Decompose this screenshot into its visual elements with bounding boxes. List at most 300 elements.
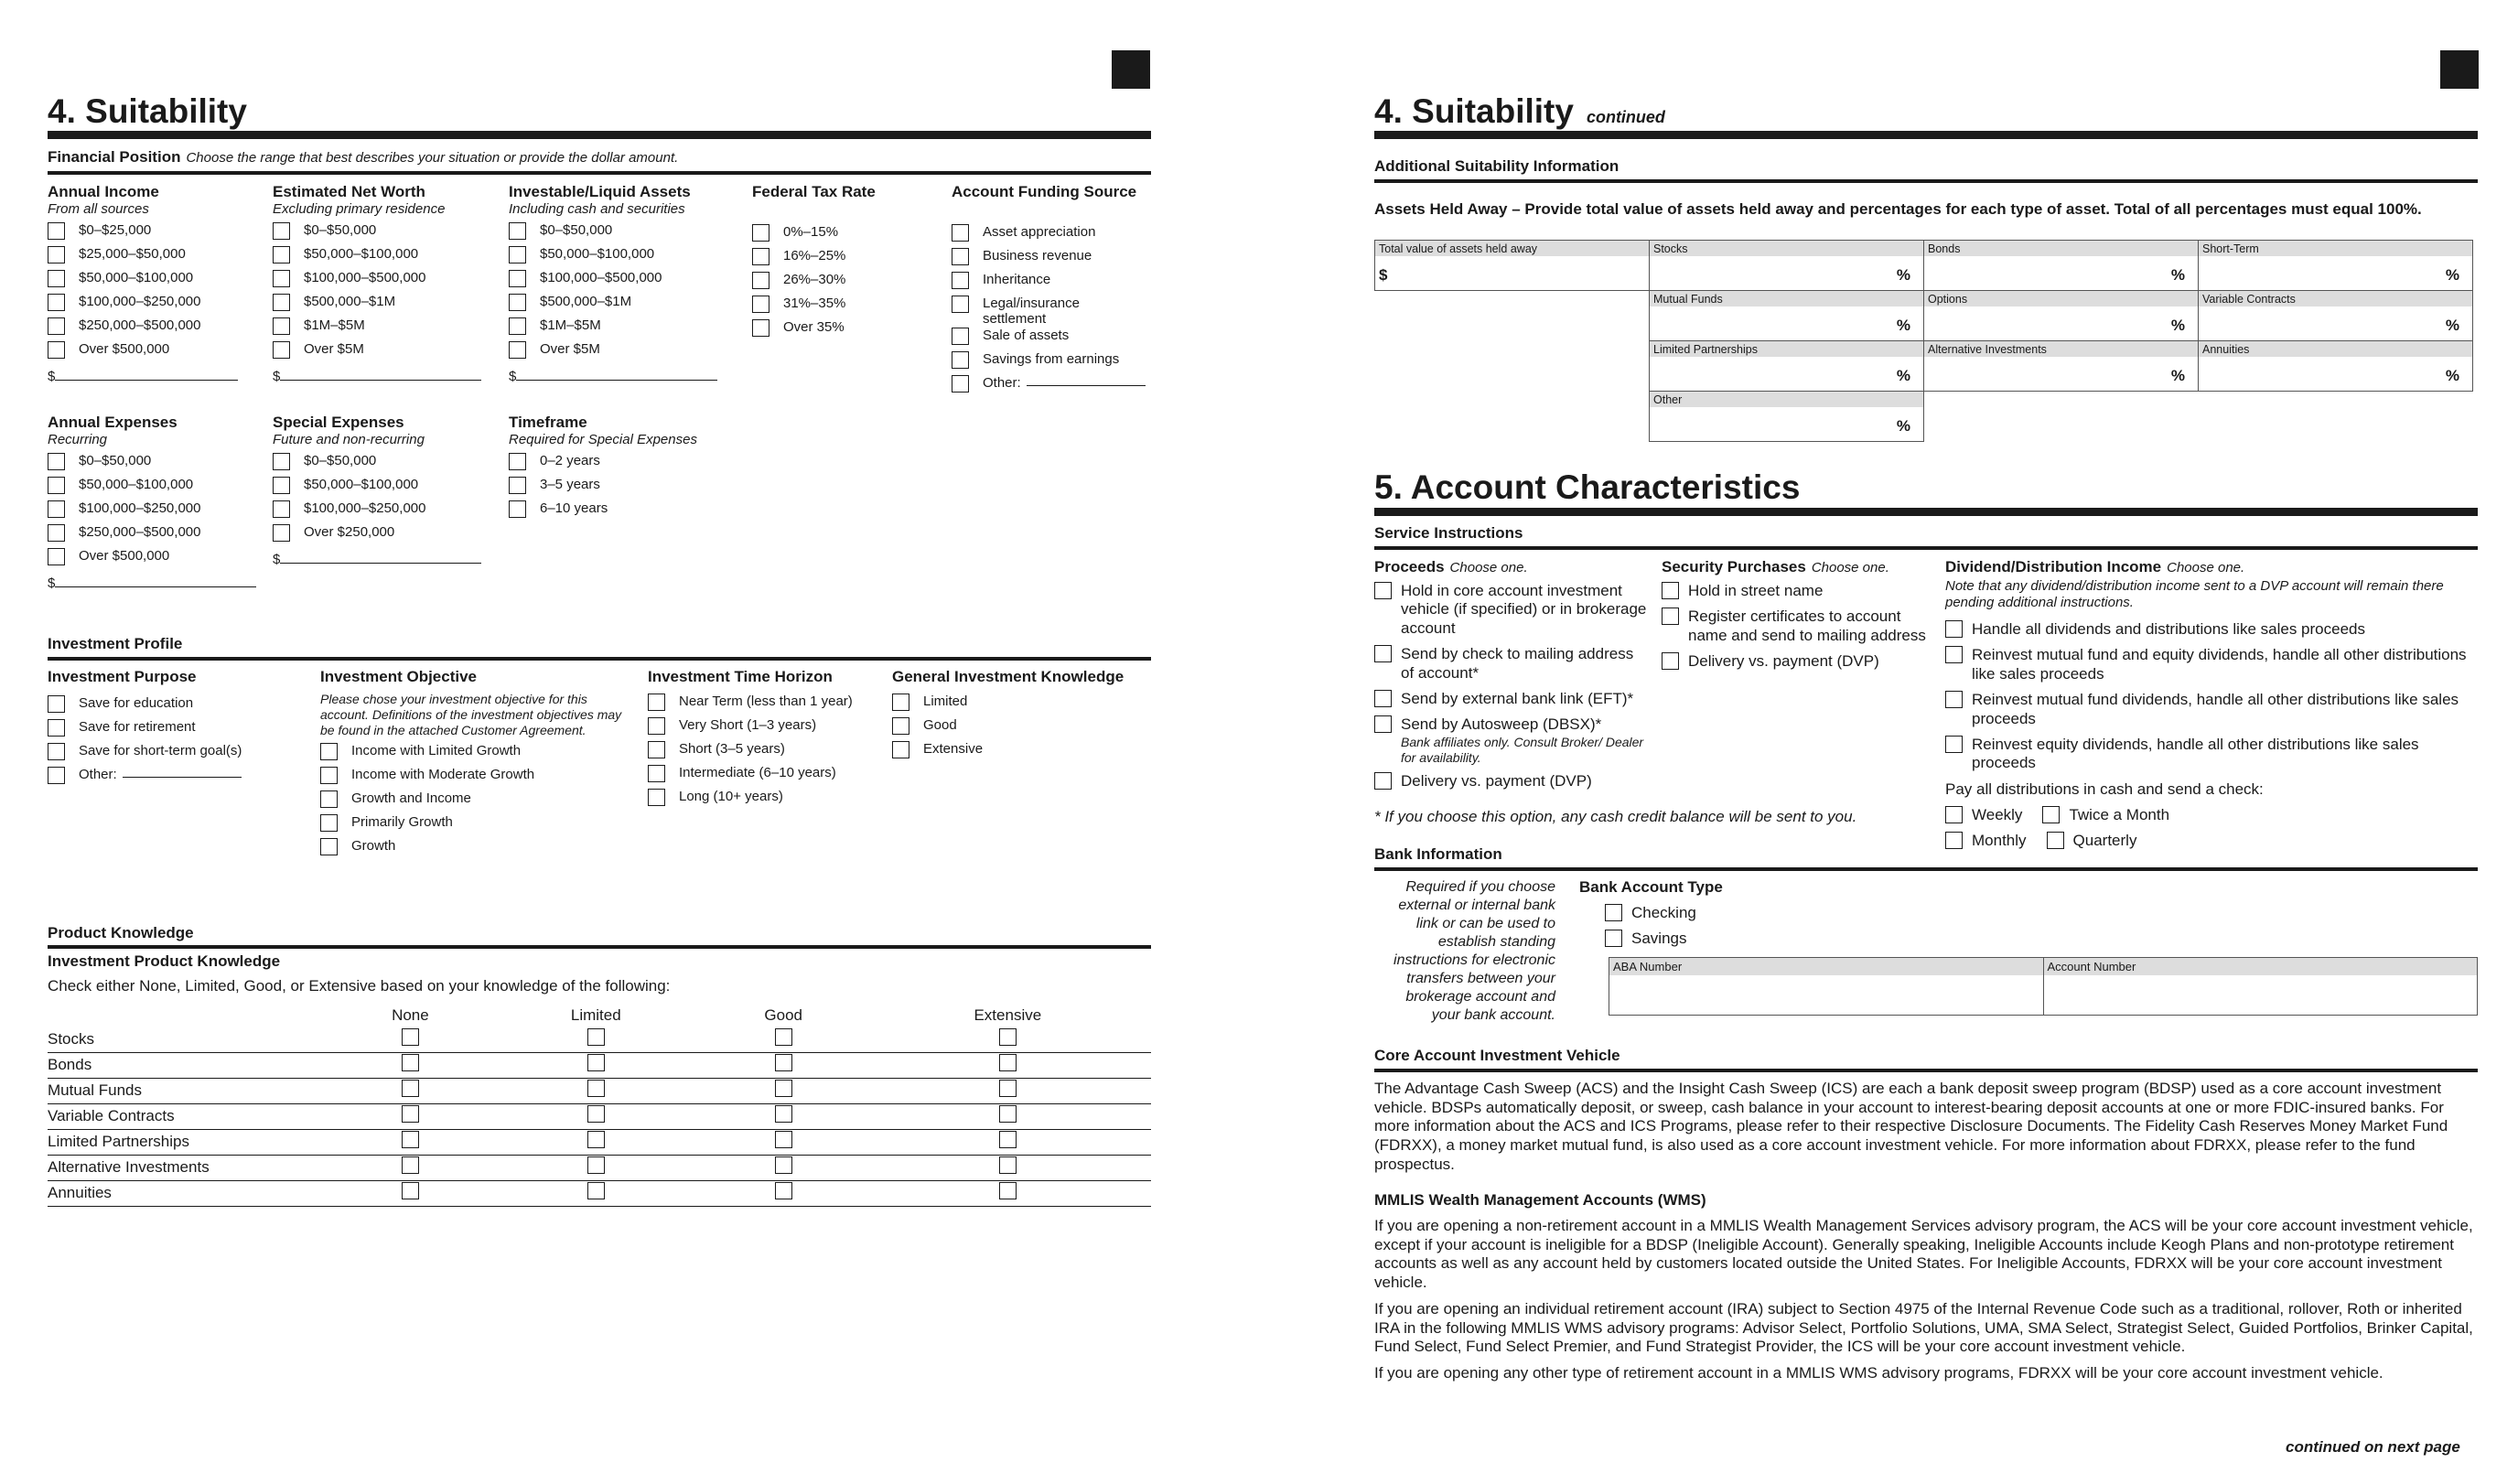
- cell: [331, 1129, 490, 1155]
- option-reinvest-mutual-fund-and-equity-dividend[interactable]: [1945, 646, 2485, 683]
- option-hold-in-core-account-investment-vehicle-[interactable]: [1374, 582, 1649, 638]
- option-100-000-250-000[interactable]: [48, 294, 238, 317]
- option-0-50-000[interactable]: [48, 453, 256, 477]
- page-title: 4. Suitability continued: [1374, 92, 1665, 130]
- option-label: Send by check to mailing address of account*: [1401, 645, 1634, 682]
- tax-rate-title: Federal Tax Rate: [752, 183, 876, 200]
- bank-type-title: Bank Account Type: [1579, 878, 1723, 896]
- option-inheritance[interactable]: [952, 272, 1153, 296]
- option-over-5m[interactable]: [509, 341, 717, 365]
- column-limited: Limited: [570, 1006, 621, 1024]
- option-label: Limited: [923, 694, 968, 709]
- checkbox[interactable]: [752, 224, 769, 242]
- checkbox[interactable]: [952, 248, 969, 265]
- checkbox[interactable]: [273, 270, 290, 287]
- proceeds-group: [1374, 558, 1649, 799]
- checkbox[interactable]: [648, 717, 665, 735]
- weekly-option[interactable]: Weekly: [1945, 806, 2022, 824]
- checkbox-limited[interactable]: [587, 1028, 605, 1046]
- cell: [865, 1052, 1151, 1078]
- cell: [865, 1155, 1151, 1180]
- annual-income-sub: From all sources: [48, 201, 149, 217]
- option-label: 26%–30%: [783, 272, 846, 287]
- checkbox[interactable]: [1374, 582, 1392, 599]
- annual-income-title: Annual Income: [48, 183, 159, 200]
- timeframe-options: [509, 453, 697, 524]
- checkbox[interactable]: [1945, 736, 1963, 753]
- dividend-options: [1945, 620, 2485, 773]
- checkbox[interactable]: [752, 248, 769, 265]
- option-label: Primarily Growth: [351, 814, 453, 831]
- checkbox[interactable]: [320, 814, 338, 832]
- checkbox[interactable]: [1374, 690, 1392, 707]
- knowledge-group: [892, 668, 1124, 765]
- security-options: [1662, 582, 1927, 672]
- option-good[interactable]: [892, 717, 1124, 741]
- checkbox[interactable]: [1945, 646, 1963, 663]
- checkbox[interactable]: [892, 741, 909, 758]
- table-row: [48, 1052, 1151, 1078]
- bank-type-options: [1605, 904, 1696, 956]
- checkbox[interactable]: [48, 500, 65, 518]
- checkbox[interactable]: [509, 294, 526, 311]
- row-label: Stocks: [48, 1027, 331, 1052]
- divider: [1374, 179, 2478, 183]
- option-label: Save for education: [79, 695, 194, 711]
- option-label: $100,000–$250,000: [304, 500, 426, 516]
- financial-position-heading: Financial Position Choose the range that best describes your situation or provide the dollar amount.: [48, 148, 679, 166]
- checkbox-limited[interactable]: [587, 1054, 605, 1071]
- option-label: Legal/insurance settlement: [983, 296, 1080, 328]
- option-intermediate-6-10-years[interactable]: [648, 765, 853, 789]
- option-label: Reinvest equity dividends, handle all other distributions like sales proceeds: [1972, 735, 2419, 772]
- option-over-250-000[interactable]: [273, 524, 481, 548]
- checkbox[interactable]: [752, 272, 769, 289]
- checkbox[interactable]: [752, 296, 769, 313]
- option-label: Register certificates to account name and send to mailing address: [1688, 608, 1926, 644]
- row-label: Limited Partnerships: [48, 1129, 331, 1155]
- checkbox[interactable]: [273, 341, 290, 359]
- option-label: Business revenue: [983, 248, 1092, 263]
- table-row: [48, 1103, 1151, 1129]
- option-other[interactable]: [952, 375, 1153, 399]
- table-row: [48, 1155, 1151, 1180]
- checkbox[interactable]: [509, 477, 526, 494]
- security-group: [1662, 558, 1927, 679]
- special-expenses-group: [273, 414, 481, 567]
- table-row: [48, 1180, 1151, 1206]
- option-over-500-000[interactable]: [48, 341, 238, 365]
- checkbox[interactable]: [509, 222, 526, 240]
- cell: [490, 1103, 703, 1129]
- option-growth[interactable]: [320, 838, 622, 862]
- option-savings-from-earnings[interactable]: [952, 351, 1153, 375]
- option-0-50-000[interactable]: [509, 222, 717, 246]
- checkbox[interactable]: [509, 341, 526, 359]
- option-label: 0–2 years: [540, 453, 600, 468]
- special-expenses-title: Special Expenses: [273, 414, 404, 431]
- checkbox-extensive[interactable]: [999, 1080, 1017, 1097]
- checkbox[interactable]: [1374, 645, 1392, 662]
- liquid-assets-sub: Including cash and securities: [509, 201, 685, 217]
- checkbox-extensive[interactable]: [999, 1028, 1017, 1046]
- option-send-by-external-bank-link-eft[interactable]: [1374, 690, 1649, 708]
- checkbox-none[interactable]: [402, 1131, 419, 1148]
- table-row: [48, 1027, 1151, 1052]
- option-100-000-500-000[interactable]: [509, 270, 717, 294]
- mutual-funds-pct-field[interactable]: Mutual Funds %: [1650, 291, 1924, 341]
- core-account-text: The Advantage Cash Sweep (ACS) and the Insight Cash Sweep (ICS) are each a bank deposit sweep program (BDSP) used as a core account investment vehicle. BDSPs automatically deposit, or sweep, cash balance in your account to interest-bearing deposit accounts at one or more FDIC-insured banks. For more information about the ACS and ICS Programs, please refer to their respective Disclosure Documents. The Fidelity Cash Reserves Money Market Fund (FDRXX), a money market mutual fund, is also used as a core account investment vehicle. For more information about FDRXX, please refer to the fund prospectus.: [1374, 1080, 2448, 1173]
- option-growth-and-income[interactable]: [320, 790, 622, 814]
- checkbox[interactable]: [48, 246, 65, 263]
- checkbox-good[interactable]: [775, 1028, 792, 1046]
- checkbox[interactable]: [648, 741, 665, 758]
- checkbox-none[interactable]: [402, 1054, 419, 1071]
- cell: [331, 1052, 490, 1078]
- checkbox-limited[interactable]: [587, 1131, 605, 1148]
- bank-number-fields: [1609, 957, 2478, 1016]
- checkbox[interactable]: [1945, 620, 1963, 638]
- footnote: * If you choose this option, any cash credit balance will be sent to you.: [1374, 808, 1857, 825]
- divider: [1374, 508, 2478, 516]
- checkbox-good[interactable]: [775, 1105, 792, 1123]
- option-1m-5m[interactable]: [509, 317, 717, 341]
- option-save-for-retirement[interactable]: [48, 719, 242, 743]
- checkbox-good[interactable]: [775, 1156, 792, 1174]
- option-hold-in-street-name[interactable]: [1662, 582, 1927, 600]
- option-label: Delivery vs. payment (DVP): [1401, 772, 1592, 790]
- option-50-000-100-000[interactable]: [273, 246, 481, 270]
- twice-month-option[interactable]: Twice a Month: [2042, 806, 2169, 824]
- option-0-2-years[interactable]: [509, 453, 697, 477]
- checkbox[interactable]: [48, 294, 65, 311]
- option-label: Handle all dividends and distributions like sales proceeds: [1972, 620, 2365, 638]
- option-income-with-moderate-growth[interactable]: [320, 767, 622, 790]
- checkbox[interactable]: [48, 695, 65, 713]
- option-label: $50,000–$100,000: [304, 477, 419, 492]
- option-register-certificates-to-account-name-an[interactable]: [1662, 608, 1927, 645]
- option-100-000-250-000[interactable]: [273, 500, 481, 524]
- checkbox[interactable]: [1374, 715, 1392, 733]
- option-label: Save for retirement: [79, 719, 196, 735]
- checkbox[interactable]: [273, 453, 290, 470]
- checkbox[interactable]: [273, 524, 290, 542]
- checkbox-extensive[interactable]: [999, 1054, 1017, 1071]
- checkbox-limited[interactable]: [587, 1080, 605, 1097]
- option-500-000-1m[interactable]: [509, 294, 717, 317]
- options-pct-field[interactable]: Options %: [1924, 291, 2199, 341]
- horizon-title: Investment Time Horizon: [648, 668, 833, 685]
- option-business-revenue[interactable]: [952, 248, 1153, 272]
- checkbox[interactable]: [48, 341, 65, 359]
- option-50-000-100-000[interactable]: [48, 270, 238, 294]
- checkbox[interactable]: [952, 328, 969, 345]
- checkbox-good[interactable]: [775, 1080, 792, 1097]
- option-label: Hold in street name: [1688, 582, 1824, 599]
- checkbox[interactable]: [273, 222, 290, 240]
- checkbox-none[interactable]: [402, 1080, 419, 1097]
- checkbox[interactable]: [48, 270, 65, 287]
- checkbox[interactable]: [892, 694, 909, 711]
- checkbox[interactable]: [509, 270, 526, 287]
- option-0-25-000[interactable]: [48, 222, 238, 246]
- option-label: $50,000–$100,000: [79, 270, 194, 285]
- cell: [331, 1103, 490, 1129]
- bonds-pct-field[interactable]: Bonds %: [1924, 241, 2199, 291]
- checkbox[interactable]: [273, 477, 290, 494]
- checkbox-limited[interactable]: [587, 1105, 605, 1123]
- liquid-assets-group: [509, 183, 717, 384]
- checkbox[interactable]: [509, 453, 526, 470]
- option-handle-all-dividends-and-distributions-l[interactable]: [1945, 620, 2485, 639]
- monthly-option[interactable]: Monthly: [1945, 832, 2027, 850]
- checkbox[interactable]: [48, 743, 65, 760]
- option-label: 16%–25%: [783, 248, 846, 263]
- variable-contracts-pct-field[interactable]: Variable Contracts %: [2199, 291, 2473, 341]
- checkbox[interactable]: [1662, 608, 1679, 625]
- option-income-with-limited-growth[interactable]: [320, 743, 622, 767]
- option-label: Growth: [351, 838, 396, 855]
- annuities-pct-field[interactable]: Annuities %: [2199, 341, 2473, 392]
- option-label: $500,000–$1M: [304, 294, 396, 309]
- divider: [1374, 867, 2478, 871]
- option-label: Near Term (less than 1 year): [679, 694, 853, 709]
- checkbox[interactable]: [48, 767, 65, 784]
- option-over-500-000[interactable]: [48, 548, 256, 572]
- option-0-50-000[interactable]: [273, 222, 481, 246]
- checkbox[interactable]: [320, 767, 338, 784]
- continued-next-page: continued on next page: [2286, 1438, 2460, 1456]
- checkbox[interactable]: [952, 272, 969, 289]
- option-delivery-vs-payment-dvp[interactable]: [1374, 772, 1649, 790]
- option-long-10-years[interactable]: [648, 789, 853, 812]
- option-label: $100,000–$250,000: [79, 294, 201, 309]
- option-label: Over $250,000: [304, 524, 395, 540]
- divider: [48, 171, 1151, 175]
- cell: [490, 1180, 703, 1206]
- option-reinvest-mutual-fund-dividends-handle-al[interactable]: [1945, 691, 2485, 728]
- option-label: Income with Limited Growth: [351, 743, 522, 759]
- checkbox-extensive[interactable]: [999, 1131, 1017, 1148]
- option-very-short-1-3-years[interactable]: [648, 717, 853, 741]
- knowledge-options: [892, 694, 1124, 765]
- option-asset-appreciation[interactable]: [952, 224, 1153, 248]
- option-label: $250,000–$500,000: [79, 524, 201, 540]
- checkbox[interactable]: [48, 477, 65, 494]
- checkbox[interactable]: [509, 317, 526, 335]
- checkbox[interactable]: [320, 838, 338, 855]
- column-good: Good: [764, 1006, 803, 1024]
- net-worth-sub: Excluding primary residence: [273, 201, 446, 217]
- checkbox[interactable]: [273, 500, 290, 518]
- liquid-assets-title: Investable/Liquid Assets: [509, 183, 691, 200]
- option-label: Other:: [79, 767, 117, 782]
- option-25-000-50-000[interactable]: [48, 246, 238, 270]
- checkbox-none[interactable]: [402, 1028, 419, 1046]
- checkbox[interactable]: [273, 317, 290, 335]
- option-extensive[interactable]: [892, 741, 1124, 765]
- checkbox[interactable]: [320, 743, 338, 760]
- annual-income-dollar-field[interactable]: $: [48, 369, 238, 384]
- option-label: Sale of assets: [983, 327, 1070, 343]
- checkbox-none[interactable]: [402, 1105, 419, 1123]
- checkbox[interactable]: [48, 317, 65, 335]
- checkbox[interactable]: [48, 719, 65, 737]
- checkbox[interactable]: [752, 319, 769, 337]
- annual-expenses-sub: Recurring: [48, 432, 108, 447]
- option-short-3-5-years[interactable]: [648, 741, 853, 765]
- option-label: $0–$50,000: [304, 453, 377, 468]
- checkbox[interactable]: [648, 765, 665, 782]
- annual-expenses-options: [48, 453, 256, 572]
- annual-expenses-dollar-field[interactable]: $: [48, 575, 256, 591]
- checkbox[interactable]: [1374, 772, 1392, 790]
- option-50-000-100-000[interactable]: [509, 246, 717, 270]
- option-label: $0–$50,000: [304, 222, 377, 238]
- checkbox-extensive[interactable]: [999, 1182, 1017, 1199]
- checkbox[interactable]: [648, 789, 665, 806]
- checkbox-extensive[interactable]: [999, 1156, 1017, 1174]
- aba-number-field[interactable]: ABA Number: [1609, 958, 2044, 1015]
- checkbox-limited[interactable]: [587, 1182, 605, 1199]
- checkbox[interactable]: [952, 224, 969, 242]
- checkbox[interactable]: [1662, 582, 1679, 599]
- option-label: Send by Autosweep (DBSX)*: [1401, 715, 1602, 734]
- option-250-000-500-000[interactable]: [48, 524, 256, 548]
- option-sale-of-assets[interactable]: [952, 328, 1153, 351]
- option-limited[interactable]: [892, 694, 1124, 717]
- option-save-for-education[interactable]: [48, 695, 242, 719]
- option-label: Good: [923, 717, 957, 733]
- savings-option[interactable]: Savings: [1605, 930, 1696, 948]
- row-label: Bonds: [48, 1052, 331, 1078]
- option-0-15[interactable]: [752, 224, 876, 248]
- option-label: 31%–35%: [783, 296, 846, 311]
- liquid-assets-dollar-field[interactable]: $: [509, 369, 717, 384]
- checkbox-limited[interactable]: [587, 1156, 605, 1174]
- option-label: $100,000–$500,000: [540, 270, 662, 285]
- option-near-term-less-than-1-year[interactable]: [648, 694, 853, 717]
- option-6-10-years[interactable]: [509, 500, 697, 524]
- checkbox-good[interactable]: [775, 1182, 792, 1199]
- checkbox[interactable]: [1662, 652, 1679, 670]
- divider: [48, 945, 1151, 949]
- option-label: $50,000–$100,000: [304, 246, 419, 262]
- option-legal-insurance-settlement[interactable]: [952, 296, 1153, 328]
- option-250-000-500-000[interactable]: [48, 317, 238, 341]
- stocks-pct-field[interactable]: Stocks %: [1650, 241, 1924, 291]
- option-500-000-1m[interactable]: [273, 294, 481, 317]
- option-send-by-autosweep-dbsx[interactable]: [1374, 715, 1649, 765]
- checkbox[interactable]: [320, 790, 338, 808]
- option-100-000-250-000[interactable]: [48, 500, 256, 524]
- special-expenses-dollar-field[interactable]: $: [273, 552, 481, 567]
- option-send-by-check-to-mailing-address-of-acco[interactable]: [1374, 645, 1649, 683]
- quarterly-option[interactable]: Quarterly: [2047, 832, 2137, 850]
- option-3-5-years[interactable]: [509, 477, 697, 500]
- annual-expenses-group: [48, 414, 256, 591]
- option-label: 3–5 years: [540, 477, 600, 492]
- option-26-30[interactable]: [752, 272, 876, 296]
- investment-profile-heading: Investment Profile: [48, 635, 183, 652]
- checkbox[interactable]: [48, 524, 65, 542]
- cash-label: Pay all distributions in cash and send a check:: [1945, 780, 2264, 798]
- option-label: Reinvest mutual fund dividends, handle all other distributions like sales proceeds: [1972, 691, 2459, 727]
- bank-info-heading: Bank Information: [1374, 845, 1502, 863]
- checkbox[interactable]: [648, 694, 665, 711]
- total-assets-field[interactable]: Total value of assets held away $: [1375, 241, 1650, 291]
- option-reinvest-equity-dividends-handle-all-oth[interactable]: [1945, 736, 2485, 773]
- row-label: Annuities: [48, 1180, 331, 1206]
- checkbox[interactable]: [48, 222, 65, 240]
- option-delivery-vs-payment-dvp[interactable]: [1662, 652, 1927, 671]
- dividend-title: Dividend/Distribution Income Choose one.: [1945, 558, 2245, 575]
- checkbox-good[interactable]: [775, 1054, 792, 1071]
- net-worth-dollar-field[interactable]: $: [273, 369, 481, 384]
- checkbox[interactable]: [1945, 691, 1963, 708]
- short-term-pct-field[interactable]: Short-Term %: [2199, 241, 2473, 291]
- other-text-field[interactable]: [1027, 375, 1146, 386]
- checkbox-good[interactable]: [775, 1131, 792, 1148]
- divider: [1374, 131, 2478, 139]
- page-title: 4. Suitability: [48, 92, 247, 130]
- cell: [865, 1078, 1151, 1103]
- cell: [703, 1103, 865, 1129]
- limited-partnerships-pct-field[interactable]: Limited Partnerships %: [1650, 341, 1924, 392]
- option-over-5m[interactable]: [273, 341, 481, 365]
- option-save-for-short-term-goal-s[interactable]: [48, 743, 242, 767]
- checkbox-none[interactable]: [402, 1182, 419, 1199]
- option-100-000-500-000[interactable]: [273, 270, 481, 294]
- cell: [490, 1052, 703, 1078]
- option-primarily-growth[interactable]: [320, 814, 622, 838]
- checkbox[interactable]: [509, 246, 526, 263]
- option-label: Over $500,000: [79, 341, 170, 357]
- annual-income-options: [48, 222, 238, 365]
- option-50-000-100-000[interactable]: [48, 477, 256, 500]
- checkbox[interactable]: [273, 294, 290, 311]
- checkbox[interactable]: [509, 500, 526, 518]
- checking-option[interactable]: Checking: [1605, 904, 1696, 922]
- option-50-000-100-000[interactable]: [273, 477, 481, 500]
- checkbox[interactable]: [952, 351, 969, 369]
- cell: [703, 1129, 865, 1155]
- option-0-50-000[interactable]: [273, 453, 481, 477]
- checkbox[interactable]: [952, 375, 969, 393]
- checkbox[interactable]: [48, 453, 65, 470]
- table-row: [48, 1078, 1151, 1103]
- checkbox-none[interactable]: [402, 1156, 419, 1174]
- checkbox-extensive[interactable]: [999, 1105, 1017, 1123]
- alternative-investments-pct-field[interactable]: Alternative Investments %: [1924, 341, 2199, 392]
- option-1m-5m[interactable]: [273, 317, 481, 341]
- other-text-field[interactable]: [123, 767, 242, 778]
- checkbox[interactable]: [952, 296, 969, 313]
- checkbox[interactable]: [48, 548, 65, 565]
- product-knowledge-instruction: Check either None, Limited, Good, or Extensive based on your knowledge of the following:: [48, 977, 671, 995]
- option-over-35[interactable]: [752, 319, 876, 343]
- checkbox[interactable]: [892, 717, 909, 735]
- dividend-group: [1945, 558, 2485, 857]
- other-pct-field[interactable]: Other %: [1650, 392, 1924, 442]
- option-other[interactable]: [48, 767, 242, 790]
- checkbox[interactable]: [273, 246, 290, 263]
- account-number-field[interactable]: Account Number: [2044, 958, 2478, 1015]
- option-31-35[interactable]: [752, 296, 876, 319]
- objective-options: [320, 743, 622, 862]
- option-16-25[interactable]: [752, 248, 876, 272]
- cell: [703, 1078, 865, 1103]
